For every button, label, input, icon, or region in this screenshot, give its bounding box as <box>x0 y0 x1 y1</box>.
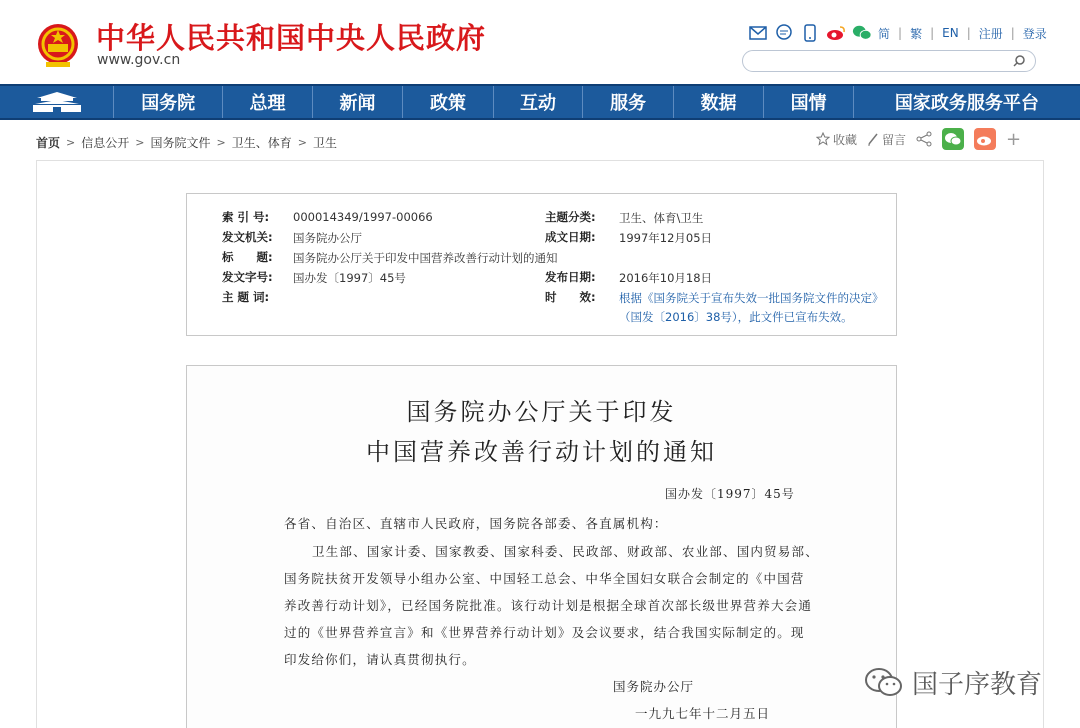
document-body-line: 印发给你们，请认真贯彻执行。 <box>284 652 476 667</box>
tiananmen-icon <box>27 90 87 114</box>
mail-icon[interactable] <box>748 24 768 42</box>
written-date-value: 1997年12月05日 <box>619 231 713 245</box>
nav-news[interactable]: 新闻 <box>313 86 404 118</box>
mobile-icon[interactable] <box>800 24 820 42</box>
document-sign-date: 一九九七年十二月五日 <box>635 706 771 721</box>
star-icon <box>816 132 830 146</box>
chat-icon[interactable] <box>774 24 794 42</box>
issuer-label: 发文机关: <box>222 230 273 244</box>
issuer-value: 国务院办公厅 <box>293 231 362 245</box>
site-header <box>0 0 1080 84</box>
title-label: 标 题: <box>222 250 273 264</box>
more-share-icon[interactable]: + <box>1006 128 1022 150</box>
validity-link-line1[interactable]: 根据《国务院关于宣布失效一批国务院文件的决定》 <box>619 291 884 305</box>
keyword-label: 主 题 词: <box>222 290 270 304</box>
chevron-right-icon: > <box>66 136 76 149</box>
breadcrumb-state-council-docs[interactable]: 国务院文件 <box>150 136 211 150</box>
document-body-line: 卫生部、国家计委、国家教委、国家科委、民政部、财政部、农业部、国内贸易部、 <box>312 544 819 559</box>
search-box <box>742 50 1036 72</box>
validity-link-line2[interactable]: （国发〔2016〕38号），此文件已宣布失效。 <box>619 310 853 324</box>
separator: | <box>966 26 971 40</box>
site-domain: www.gov.cn <box>97 52 181 68</box>
national-emblem-icon[interactable] <box>36 20 80 70</box>
comment-button[interactable] <box>867 131 906 148</box>
document-body-line: 过的《世界营养宣言》和《世界营养行动计划》及会议要求，结合我国实际制定的。现 <box>284 625 805 640</box>
weibo-icon[interactable] <box>826 24 846 42</box>
traditional-chinese-link[interactable]: 繁 <box>910 26 923 41</box>
breadcrumb <box>36 134 337 151</box>
document-scan <box>186 365 897 728</box>
document-number: 国办发〔1997〕45号 <box>665 487 795 501</box>
document-body-line: 养改善行动计划》，已经国务院批准。该行动计划是根据全球首次部长级世界营养大会通 <box>284 598 813 613</box>
main-nav <box>0 84 1080 120</box>
document-body-line: 国务院扶贫开发领导小组办公室、中国轻工总会、中华全国妇女联合会制定的《中国营 <box>284 571 805 586</box>
watermark-text: 国子序教育 <box>912 670 1043 700</box>
login-link[interactable]: 登录 <box>1022 26 1047 41</box>
doc-number-label: 发文字号: <box>222 270 273 284</box>
written-date-label: 成文日期: <box>545 230 596 244</box>
nav-gov-service-platform[interactable]: 国家政务服务平台 <box>894 93 1039 114</box>
comment-label: 留言 <box>882 132 907 147</box>
nav-data[interactable]: 数据 <box>674 86 765 118</box>
publish-date-value: 2016年10月18日 <box>619 271 713 285</box>
document-title-line2: 中国营养改善行动计划的通知 <box>366 438 717 466</box>
favorite-label: 收藏 <box>833 132 858 147</box>
wechat-icon[interactable] <box>852 24 872 42</box>
index-value: 000014349/1997-00066 <box>293 210 433 224</box>
nav-national-info[interactable]: 国情 <box>764 86 854 118</box>
title-value: 国务院办公厅关于印发中国营养改善行动计划的通知 <box>293 251 558 265</box>
topic-value: 卫生、体育\卫生 <box>619 211 704 225</box>
separator: | <box>898 26 903 40</box>
doc-number-value: 国办发〔1997〕45号 <box>293 271 406 285</box>
nav-state-council[interactable]: 国务院 <box>114 86 223 118</box>
pencil-icon <box>867 132 879 146</box>
nav-interaction[interactable]: 互动 <box>494 86 584 118</box>
share-weibo-icon[interactable] <box>974 128 996 150</box>
chevron-right-icon: > <box>135 136 145 149</box>
breadcrumb-health-sports[interactable]: 卫生、体育 <box>231 136 292 150</box>
share-icon[interactable] <box>916 131 932 147</box>
document-addressee: 各省、自治区、直辖市人民政府，国务院各部委、各直属机构： <box>284 516 668 531</box>
nav-services[interactable]: 服务 <box>583 86 674 118</box>
search-input[interactable] <box>753 53 1003 69</box>
register-link[interactable]: 注册 <box>978 26 1003 41</box>
breadcrumb-info-disclosure[interactable]: 信息公开 <box>81 136 130 150</box>
document-info-table <box>186 193 897 336</box>
chevron-right-icon: > <box>297 136 307 149</box>
breadcrumb-health[interactable]: 卫生 <box>312 136 337 150</box>
english-link[interactable]: EN <box>942 26 959 40</box>
chevron-right-icon: > <box>216 136 226 149</box>
document-title-line1: 国务院办公厅关于印发 <box>406 398 677 426</box>
separator: | <box>930 26 935 40</box>
document-signature: 国务院办公厅 <box>613 679 695 694</box>
topic-label: 主题分类: <box>545 210 596 224</box>
validity-label: 时 效: <box>545 290 596 304</box>
nav-policy[interactable]: 政策 <box>403 86 494 118</box>
nav-home[interactable] <box>0 86 114 118</box>
nav-premier[interactable]: 总理 <box>223 86 313 118</box>
breadcrumb-home[interactable]: 首页 <box>36 136 61 150</box>
publish-date-label: 发布日期: <box>545 270 596 284</box>
favorite-button[interactable] <box>816 131 857 148</box>
page-tools <box>816 128 1021 150</box>
separator: | <box>1010 26 1015 40</box>
top-links <box>748 22 1047 44</box>
wechat-watermark-icon <box>864 667 904 699</box>
site-title[interactable]: 中华人民共和国中央人民政府 <box>96 21 487 55</box>
simplified-chinese-link[interactable]: 简 <box>878 26 891 41</box>
index-label: 索 引 号: <box>222 210 270 224</box>
watermark <box>864 664 1042 701</box>
share-wechat-icon[interactable] <box>942 128 964 150</box>
search-icon[interactable] <box>1011 53 1027 69</box>
